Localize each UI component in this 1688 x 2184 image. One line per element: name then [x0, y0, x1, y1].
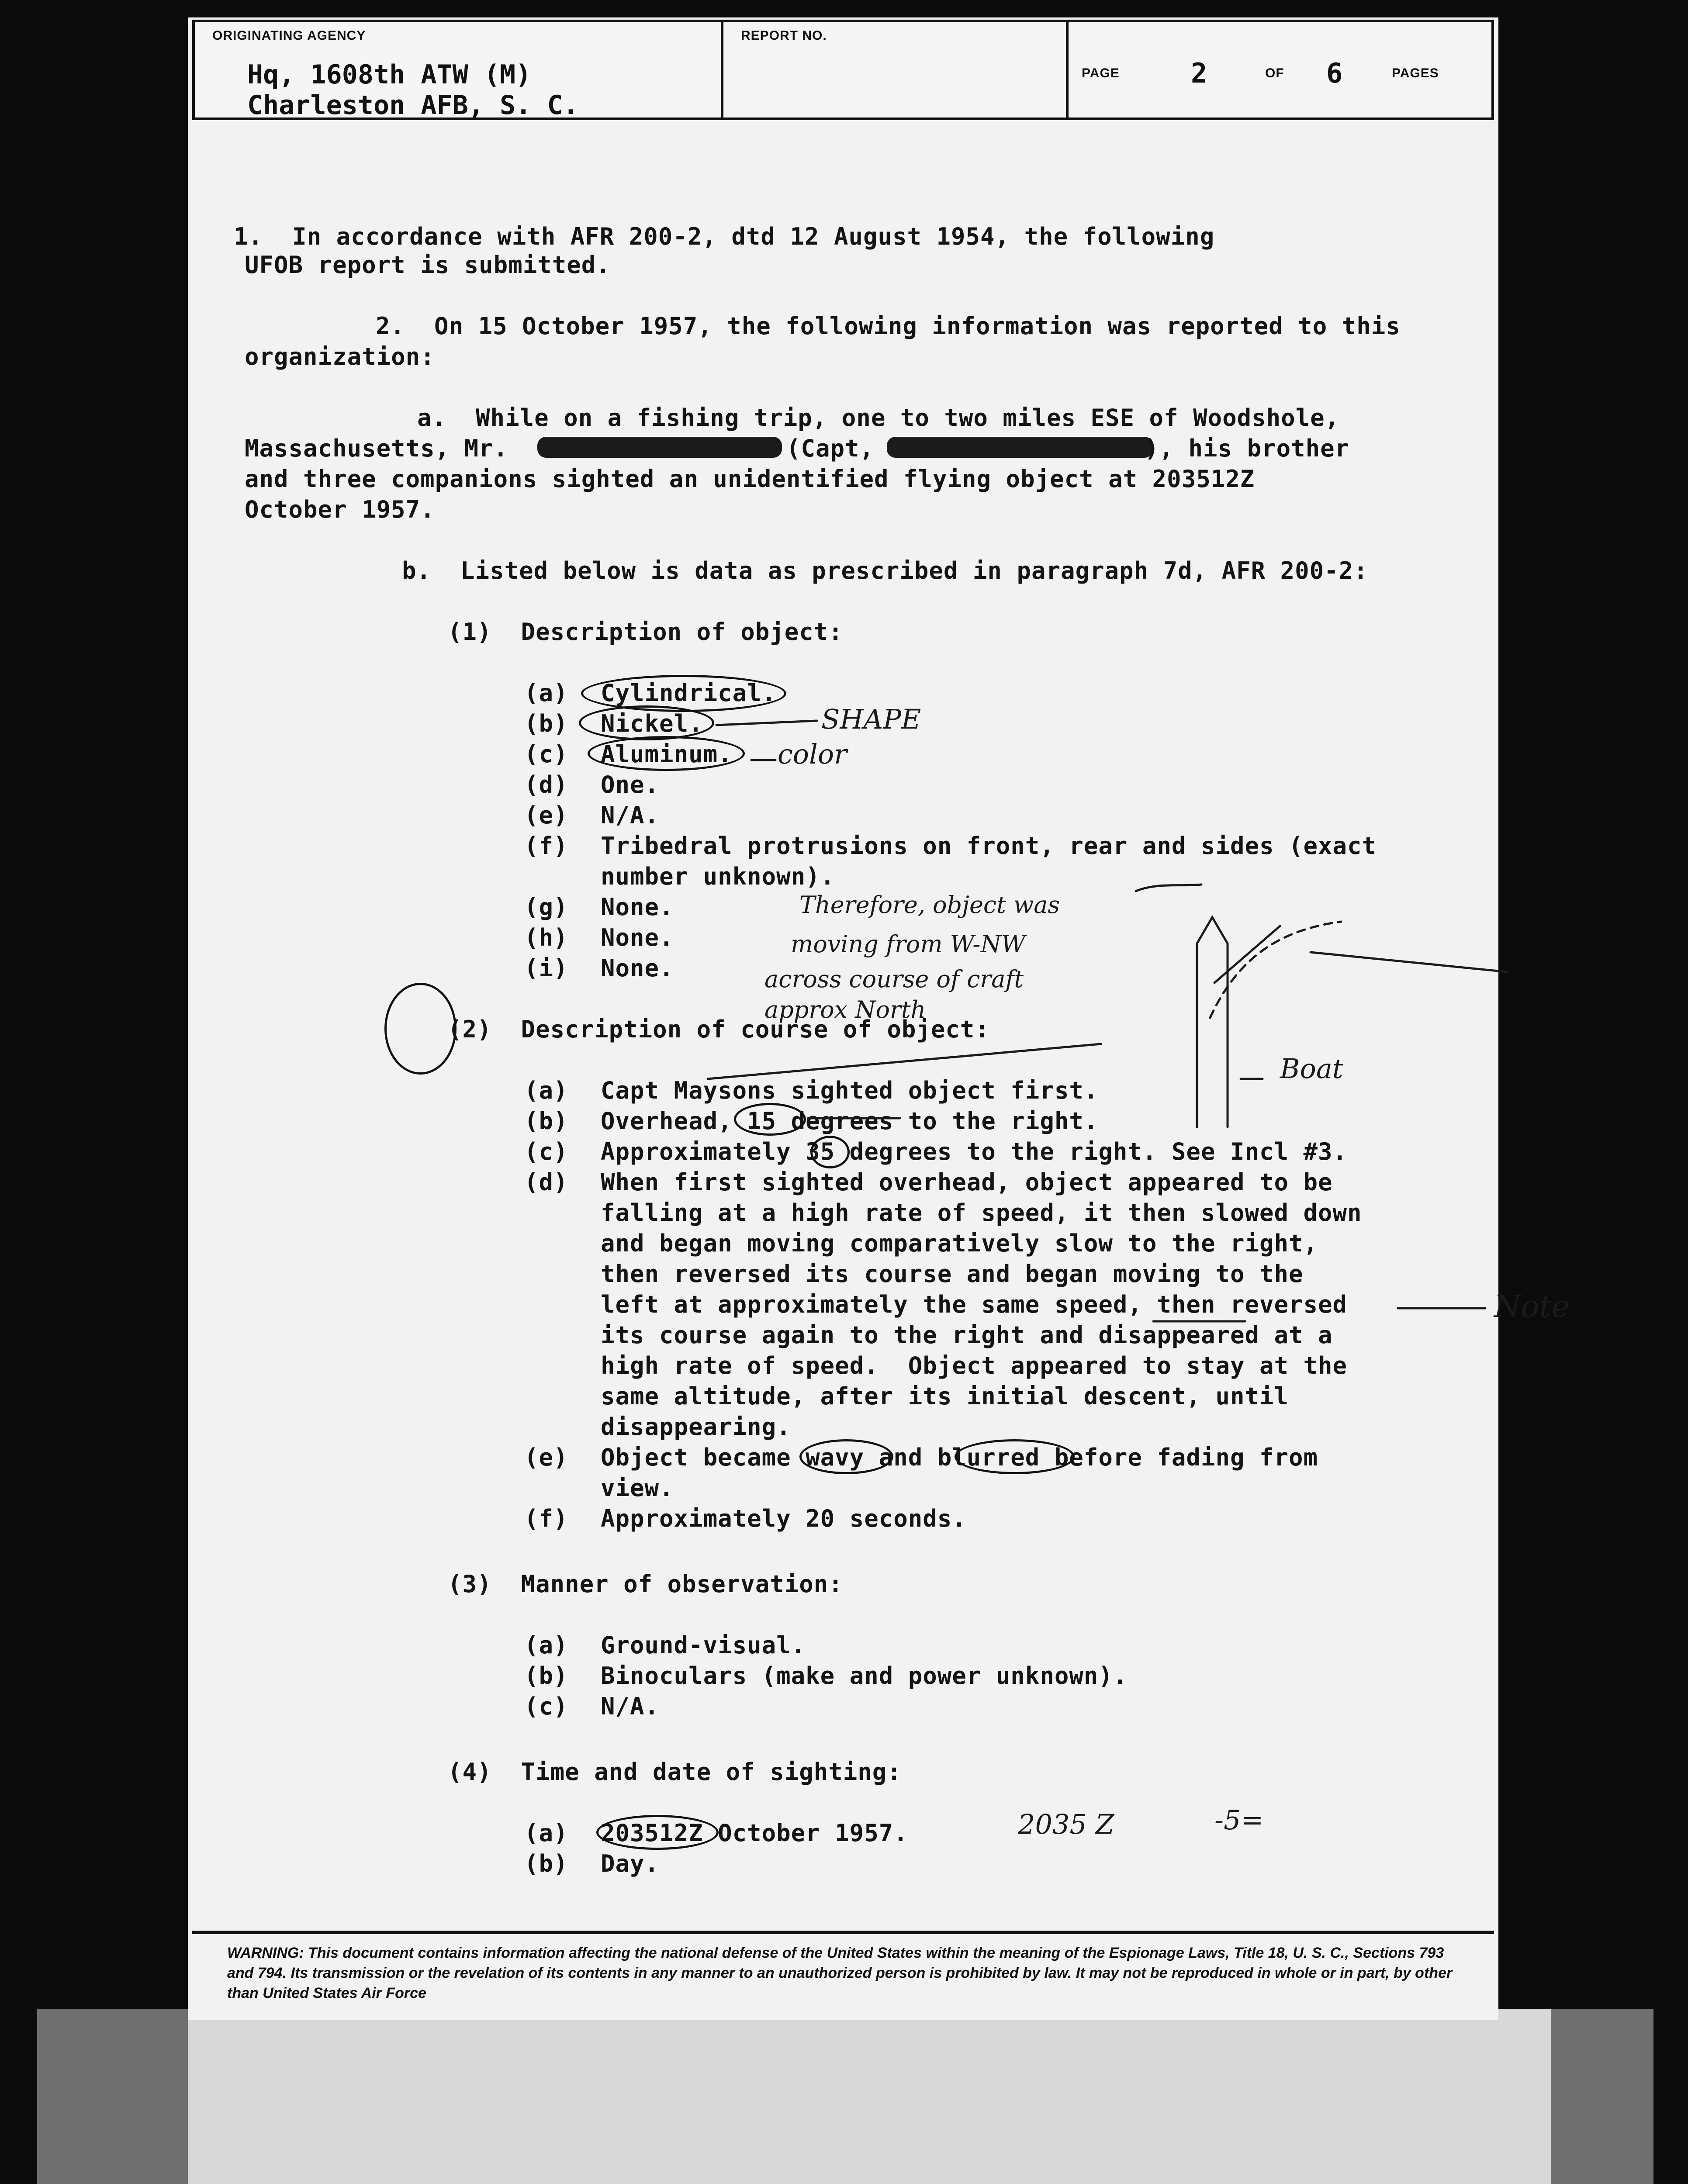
s1-a-value: Cylindrical.: [601, 679, 777, 707]
s1-b-key: (b): [524, 710, 568, 737]
of-label: OF: [1265, 66, 1284, 80]
s2-d-line-9: disappearing.: [601, 1413, 791, 1441]
s2-b-key: (b): [524, 1107, 568, 1135]
arrow-shape: [716, 721, 817, 725]
annotation-note-4: approx North: [764, 996, 926, 1023]
section-4-heading: (4) Time and date of sighting:: [448, 1758, 902, 1786]
arrow-right: [1311, 952, 1507, 972]
s1-h-value: None.: [601, 924, 674, 951]
annotation-note-3: across course of craft: [764, 965, 1024, 993]
s2-a-key: (a): [524, 1077, 568, 1104]
s2-c-key: (c): [524, 1138, 568, 1165]
s1-g-key: (g): [524, 893, 568, 921]
section-1-heading: (1) Description of object:: [448, 618, 843, 646]
s1-f-continued: number unknown).: [601, 863, 835, 890]
s1-e-value: N/A.: [601, 802, 660, 829]
s1-i-key: (i): [524, 954, 568, 982]
total-pages: 6: [1326, 57, 1343, 89]
s3-c-key: (c): [524, 1693, 568, 1720]
paragraph-a-line-2-mid: (Capt,: [786, 435, 875, 462]
s4-b-value: Day.: [601, 1850, 660, 1877]
report-number-label: REPORT NO.: [741, 28, 827, 43]
course-sketch-1: [1136, 885, 1201, 891]
annotation-time: 2035 Z: [1018, 1808, 1114, 1840]
s2-f-key: (f): [524, 1505, 568, 1532]
s1-f-value: Tribedral protrusions on front, rear and sides (exact: [601, 832, 1377, 860]
s1-i-value: None.: [601, 954, 674, 982]
s2-b-value: Overhead, 15 degrees to the right.: [601, 1107, 1099, 1135]
annotation-shape: SHAPE: [821, 703, 921, 735]
page-number: 2: [1191, 57, 1207, 89]
s2-d-line-4: then reversed its course and began moving to the: [601, 1260, 1304, 1288]
s4-b-key: (b): [524, 1850, 568, 1877]
s4-a-value: 203512Z October 1957.: [601, 1819, 908, 1847]
annotation-color: color: [778, 738, 847, 770]
annotation-note-right: Note: [1494, 1289, 1570, 1324]
annotation-note-2: moving from W-NW: [791, 930, 1026, 958]
s1-e-key: (e): [524, 802, 568, 829]
s1-d-value: One.: [601, 771, 660, 798]
boat-track-arrowhead: [1197, 917, 1228, 943]
section-2-heading: (2) Description of course of object:: [448, 1016, 989, 1043]
s2-d-line-6: its course again to the right and disappeared at a: [601, 1321, 1333, 1349]
strike-sighted-first: [708, 1044, 1101, 1079]
paragraph-a-line-1: a. While on a fishing trip, one to two miles ESE of Woodshole,: [417, 404, 1340, 432]
s1-c-value: Aluminum.: [601, 740, 733, 768]
pages-label: PAGES: [1392, 66, 1439, 80]
s2-d-line-3: and began moving comparatively slow to the right,: [601, 1230, 1318, 1257]
s1-f-key: (f): [524, 832, 568, 860]
object-path-sketch-2: [1214, 926, 1280, 983]
warning-text: WARNING: This document contains information affecting the national defense of the United States within the meaning of the Espionage Laws, Title 18, U. S. C., Sections 793 and 794. Its transmission or the revelation of its contents in any manner to an unauthorized person is prohibited by law. It may not be reproduced in whole or in part, by other than United States Air Force: [227, 1945, 1453, 2001]
s3-b-key: (b): [524, 1662, 568, 1690]
s2-d-line-8: same altitude, after its initial descent, until: [601, 1382, 1289, 1410]
agency-line-2: Charleston AFB, S. C.: [247, 90, 579, 121]
s2-a-value: Capt Maysons sighted object first.: [601, 1077, 1099, 1104]
paragraph-b-line-1: b. Listed below is data as prescribed in paragraph 7d, AFR 200-2:: [402, 557, 1368, 584]
paragraph-a-line-2-start: Massachusetts, Mr.: [245, 435, 508, 462]
s1-c-key: (c): [524, 740, 568, 768]
s2-e-continued: view.: [601, 1474, 674, 1502]
s2-d-key: (d): [524, 1168, 568, 1196]
paragraph-2-line-1: 2. On 15 October 1957, the following information was reported to this: [376, 312, 1401, 340]
s2-e-value: Object became wavy and blurred before fading from: [601, 1444, 1318, 1471]
s2-d-line-5: left at approximately the same speed, then reversed: [601, 1291, 1348, 1318]
s2-d-line-2: falling at a high rate of speed, it then slowed down: [601, 1199, 1362, 1227]
s3-b-value: Binoculars (make and power unknown).: [601, 1662, 1128, 1690]
s2-f-value: Approximately 20 seconds.: [601, 1505, 967, 1532]
s1-g-value: None.: [601, 893, 674, 921]
s2-c-value: Approximately 35 degrees to the right. See Incl #3.: [601, 1138, 1348, 1165]
s2-d-line-1: When first sighted overhead, object appeared to be: [601, 1168, 1333, 1196]
paragraph-a-line-2-end: ), his brother: [1145, 435, 1350, 462]
paragraph-1-line-1: 1. In accordance with AFR 200-2, dtd 12 August 1954, the following: [234, 223, 1215, 250]
originating-agency-label: ORIGINATING AGENCY: [212, 28, 366, 43]
s4-a-key: (a): [524, 1819, 568, 1847]
page-label: PAGE: [1082, 66, 1120, 80]
s2-d-line-7: high rate of speed. Object appeared to stay at the: [601, 1352, 1348, 1379]
s1-a-key: (a): [524, 679, 568, 707]
s1-d-key: (d): [524, 771, 568, 798]
s1-b-value: Nickel.: [601, 710, 703, 737]
paragraph-a-line-3: and three companions sighted an unidentified flying object at 203512Z: [245, 465, 1255, 493]
paragraph-2-line-2: organization:: [245, 343, 435, 370]
paragraph-1-line-2: UFOB report is submitted.: [245, 251, 611, 279]
s3-a-value: Ground-visual.: [601, 1631, 806, 1659]
paragraph-a-line-4: October 1957.: [245, 496, 435, 523]
annotation-boat: Boat: [1280, 1053, 1343, 1085]
s1-h-key: (h): [524, 924, 568, 951]
warning-notice: [192, 1931, 1494, 2018]
s3-c-value: N/A.: [601, 1693, 660, 1720]
annotation-note-1: Therefore, object was: [799, 891, 1060, 919]
s2-e-key: (e): [524, 1444, 568, 1471]
annotation-five: -5=: [1214, 1804, 1264, 1836]
s3-a-key: (a): [524, 1631, 568, 1659]
agency-line-1: Hq, 1608th ATW (M): [247, 59, 532, 90]
section-3-heading: (3) Manner of observation:: [448, 1570, 843, 1598]
